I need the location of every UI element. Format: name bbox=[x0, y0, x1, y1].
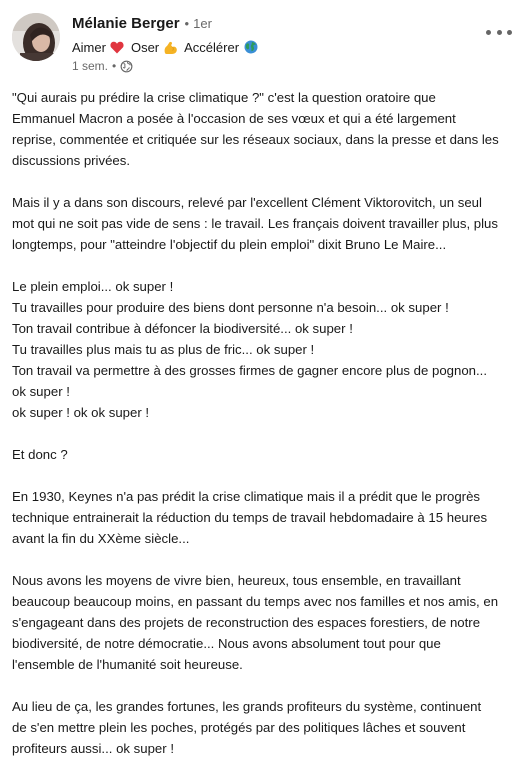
post-text bbox=[12, 87, 518, 780]
post-meta bbox=[72, 58, 133, 74]
post-paragraph bbox=[12, 192, 518, 255]
globe-icon bbox=[243, 40, 258, 55]
post-time[interactable]: 1 sem. bbox=[72, 59, 109, 73]
post-line: mot qui ne soit pas vide de sens : le travail. Les français doivent travailler plus, plus bbox=[12, 216, 498, 231]
post-line: discussions privées. bbox=[12, 153, 131, 168]
post-line: Nous avons les moyens de vivre bien, heureux, tous ensemble, en travaillant bbox=[12, 573, 461, 588]
author-name[interactable]: Mélanie Berger bbox=[72, 15, 180, 32]
avatar[interactable] bbox=[12, 13, 60, 61]
visibility-globe-icon bbox=[120, 60, 133, 73]
post-line: Tu travailles pour produire des biens dont personne n'a besoin... ok super ! bbox=[12, 300, 449, 315]
headline-word-accelerer: Accélérer bbox=[184, 39, 240, 55]
post-paragraph bbox=[12, 444, 518, 465]
post-line: beaucoup beaucoup moins, en passant du temps avec nos familles et nos amis, en bbox=[12, 594, 499, 609]
post-line: reprise, commentée et critiquée sur les réseaux sociaux, dans la presse et dans les bbox=[12, 132, 499, 147]
post-line: Au lieu de ça, les grandes fortunes, les grands profiteurs du système, continuent bbox=[12, 699, 482, 714]
post-paragraph bbox=[12, 570, 518, 675]
post-line: Le plein emploi... ok super ! bbox=[12, 279, 174, 294]
author-headline bbox=[72, 38, 264, 56]
author-line bbox=[72, 15, 212, 35]
headline-word-aimer: Aimer bbox=[72, 39, 106, 55]
post-line: longtemps, pour "atteindre l'objectif du plein emploi" dixit Bruno Le Maire... bbox=[12, 237, 447, 252]
post-line: profiteurs aussi... ok super ! bbox=[12, 741, 174, 756]
more-options-button[interactable] bbox=[486, 22, 512, 42]
post-line: Ton travail va permettre à des grosses firmes de gagner encore plus de pognon... bbox=[12, 363, 488, 378]
avatar-photo bbox=[12, 13, 60, 61]
post-line: Mais il y a dans son discours, relevé par l'excellent Clément Viktorovitch, un seul bbox=[12, 195, 482, 210]
post-paragraph bbox=[12, 87, 518, 171]
post-line: "Qui aurais pu prédire la crise climatique ?" c'est la question oratoire que bbox=[12, 90, 436, 105]
flexed-biceps-icon bbox=[163, 40, 178, 55]
headline-word-oser: Oser bbox=[130, 39, 160, 55]
post-line: En 1930, Keynes n'a pas prédit la crise climatique mais il a prédit que le progrès bbox=[12, 489, 480, 504]
post-line: Tu travailles plus mais tu as plus de fric... ok super ! bbox=[12, 342, 315, 357]
degree-separator: • bbox=[184, 16, 190, 31]
post-line: ok super ! bbox=[12, 384, 70, 399]
post-line: l'ensemble de l'humanité soit heureuse. bbox=[12, 657, 243, 672]
post-header bbox=[0, 0, 526, 80]
post-line: s'engageant dans des projets de reconstruction des espaces forestiers, de notre bbox=[12, 615, 481, 630]
post-line: avant la fin du XXème siècle... bbox=[12, 531, 190, 546]
meta-bullet: • bbox=[112, 59, 117, 73]
post-paragraph bbox=[12, 696, 518, 759]
connection-degree: 1er bbox=[193, 16, 212, 31]
post-line: Emmanuel Macron a posée à l'occasion de ses vœux et qui a été largement bbox=[12, 111, 456, 126]
red-heart-icon bbox=[110, 40, 125, 55]
post-paragraph bbox=[12, 486, 518, 549]
post-line: Et donc ? bbox=[12, 447, 68, 462]
post-line: de s'en mettre plein les poches, protégés par des politiques lâches et souvent bbox=[12, 720, 466, 735]
ellipsis-dot-icon bbox=[497, 30, 502, 35]
ellipsis-dot-icon bbox=[486, 30, 491, 35]
post-line: biodiversité, de notre démocratie... Nous avons absolument tout pour que bbox=[12, 636, 441, 651]
post-line: Ton travail contribue à défoncer la biodiversité... ok super ! bbox=[12, 321, 353, 336]
ellipsis-dot-icon bbox=[507, 30, 512, 35]
post-paragraph bbox=[12, 276, 518, 423]
post-line: ok super ! ok ok super ! bbox=[12, 405, 150, 420]
post-line: technique entrainerait la réduction du temps de travail hebdomadaire à 15 heures bbox=[12, 510, 488, 525]
